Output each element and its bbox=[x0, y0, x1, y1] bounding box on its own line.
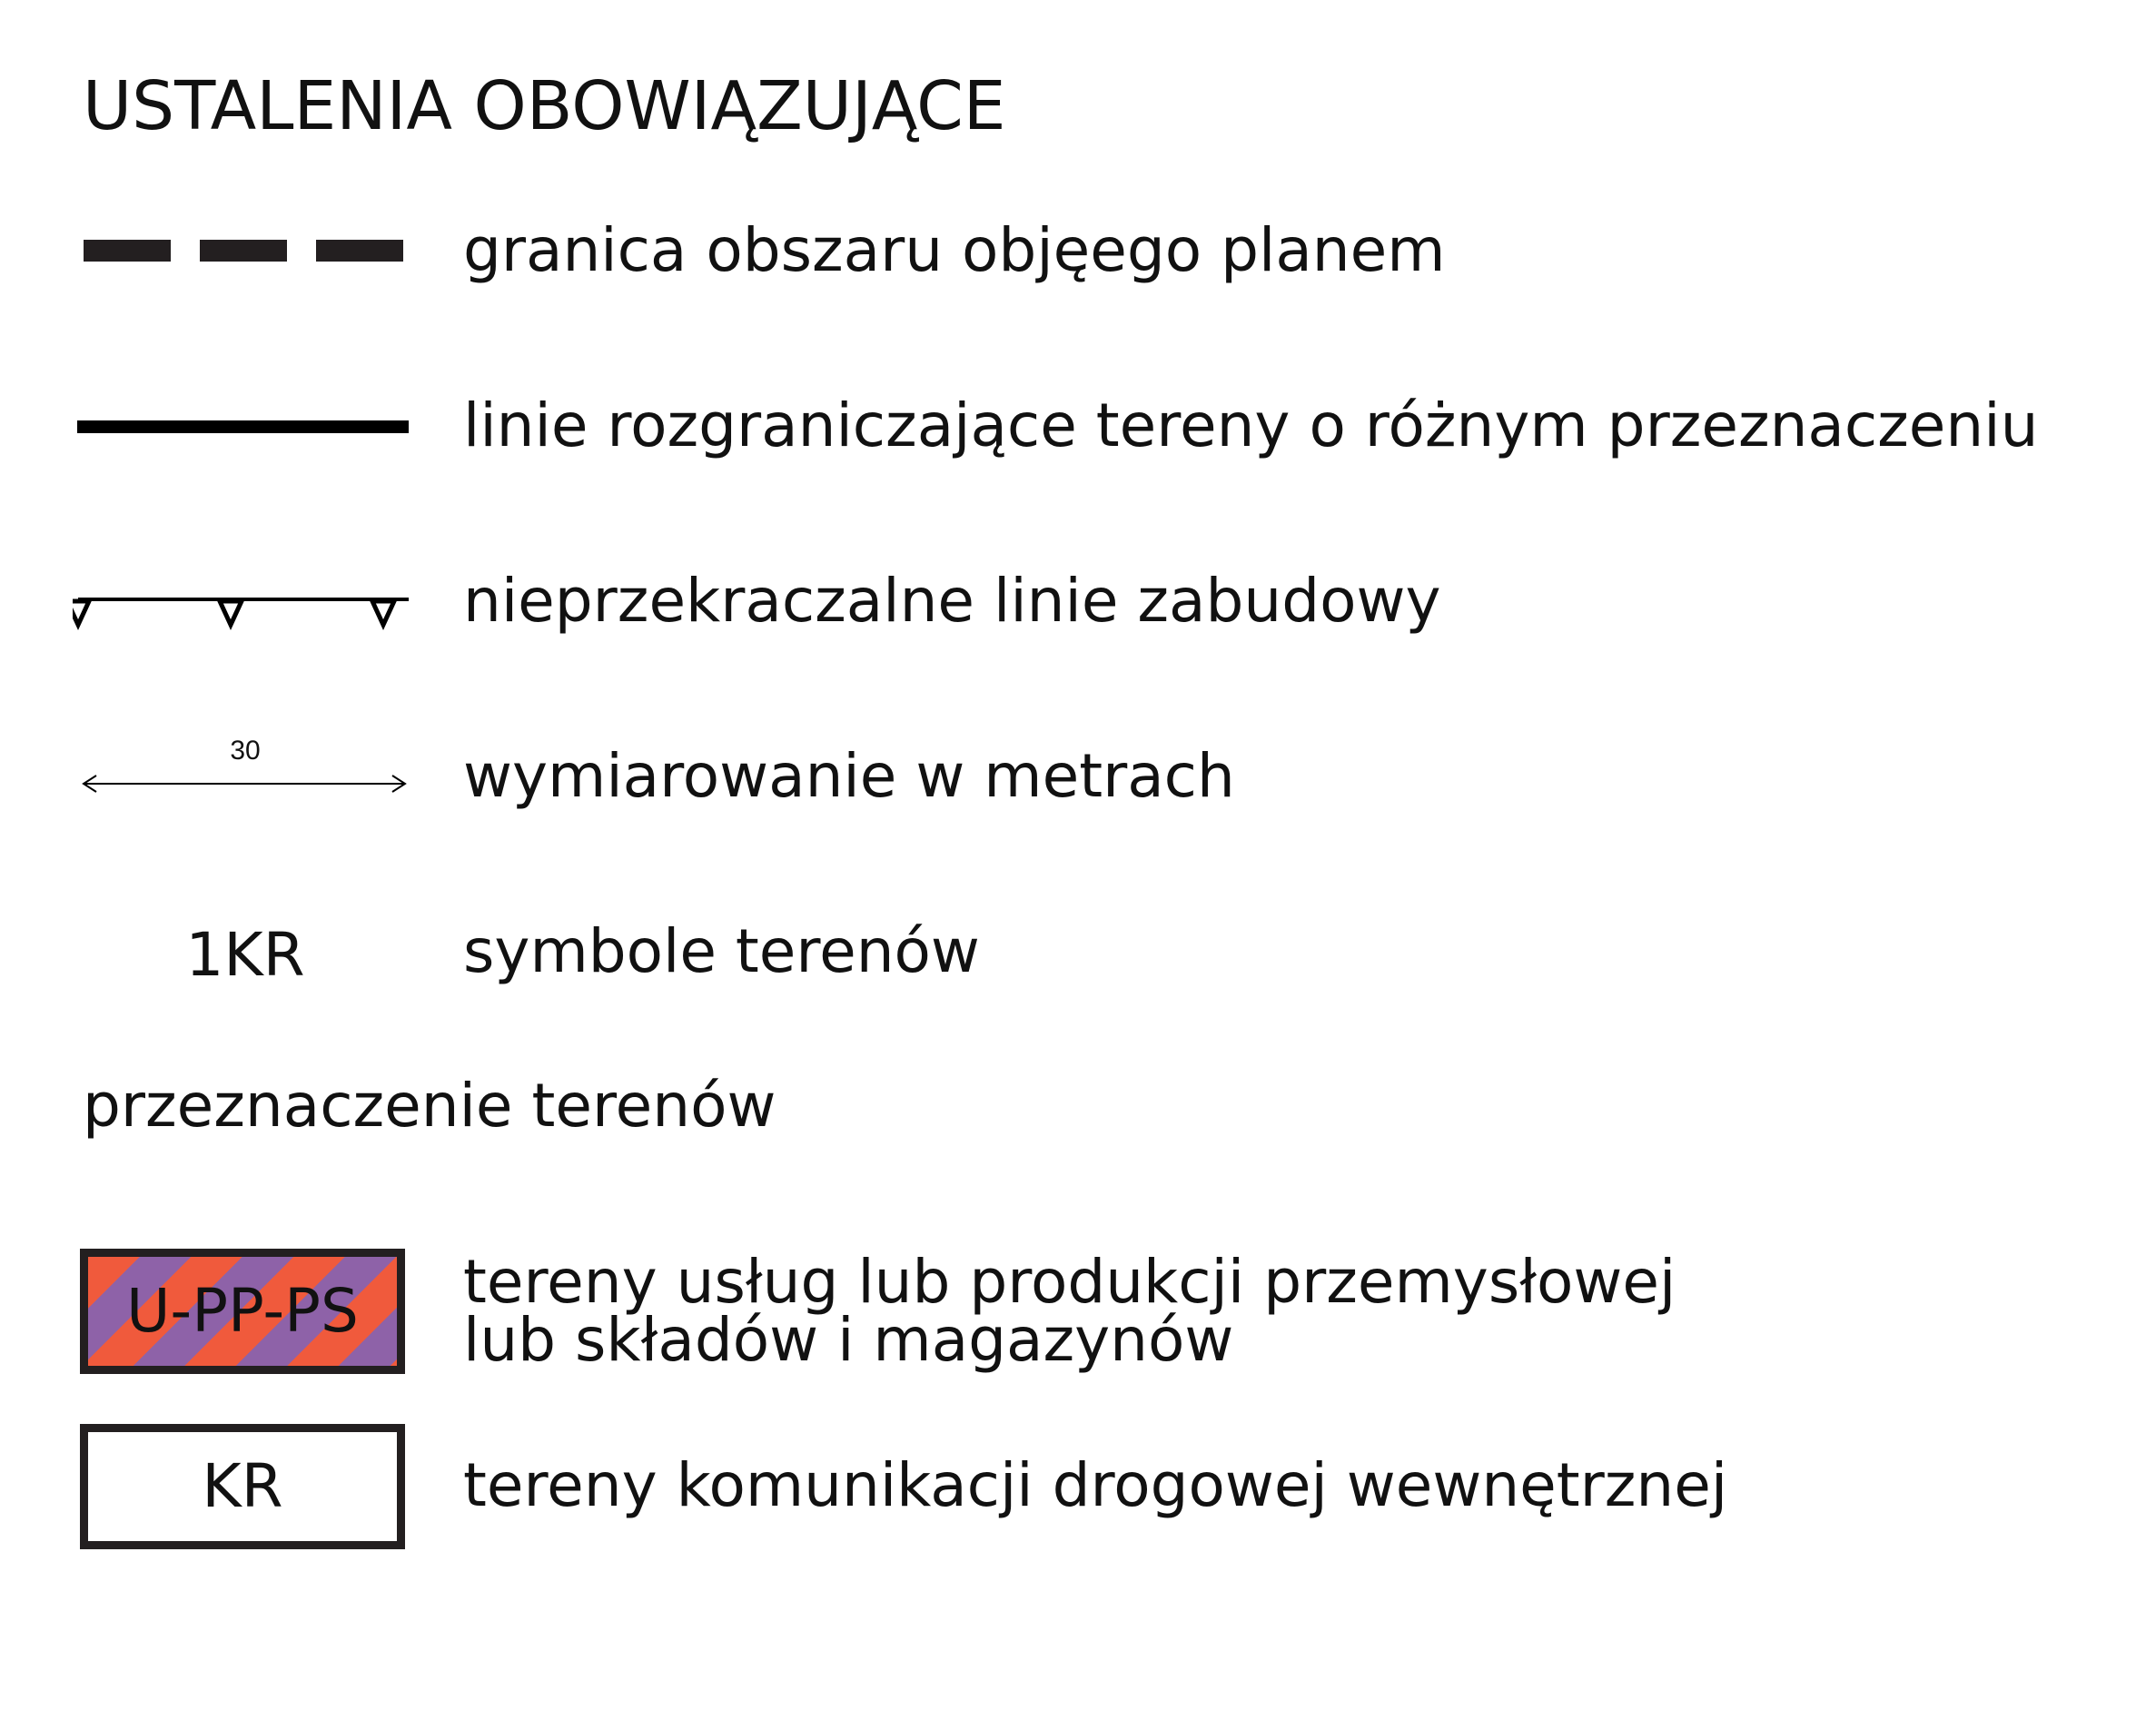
section-title: przeznaczenie terenów bbox=[83, 1071, 776, 1141]
dimension-arrow-icon bbox=[73, 770, 418, 797]
land-use-label-kr: tereny komunikacji drogowej wewnętrznej bbox=[463, 1450, 1728, 1520]
area-symbol-example: 1KR bbox=[185, 920, 305, 990]
legend-label-area-symbols: symbole terenów bbox=[463, 916, 980, 986]
land-use-swatch-u-pp-ps bbox=[80, 1249, 405, 1374]
solid-line-icon bbox=[73, 420, 418, 433]
dimension-value: 30 bbox=[230, 736, 261, 766]
dimension-symbol bbox=[73, 736, 418, 799]
legend-label-building-lines: nieprzekraczalne linie zabudowy bbox=[463, 566, 1441, 636]
page-title: USTALENIA OBOWIĄZUJĄCE bbox=[83, 67, 1006, 145]
land-use-swatch-kr bbox=[80, 1424, 405, 1549]
land-use-label-u-pp-ps-line1: tereny usług lub produkcji przemysłowej bbox=[463, 1247, 1676, 1317]
building-line-triangles-icon bbox=[73, 595, 418, 640]
legend-label-boundary: granica obszaru objęego planem bbox=[463, 215, 1446, 285]
dashed-line-icon bbox=[73, 240, 418, 262]
land-use-code: KR bbox=[202, 1451, 283, 1521]
legend-label-dividing-lines: linie rozgraniczające tereny o różnym przeznaczeniu bbox=[463, 390, 2039, 460]
land-use-label-u-pp-ps-line2: lub składów i magazynów bbox=[463, 1305, 1234, 1375]
land-use-code: U-PP-PS bbox=[126, 1276, 359, 1346]
legend-label-dimensions: wymiarowanie w metrach bbox=[463, 741, 1235, 811]
